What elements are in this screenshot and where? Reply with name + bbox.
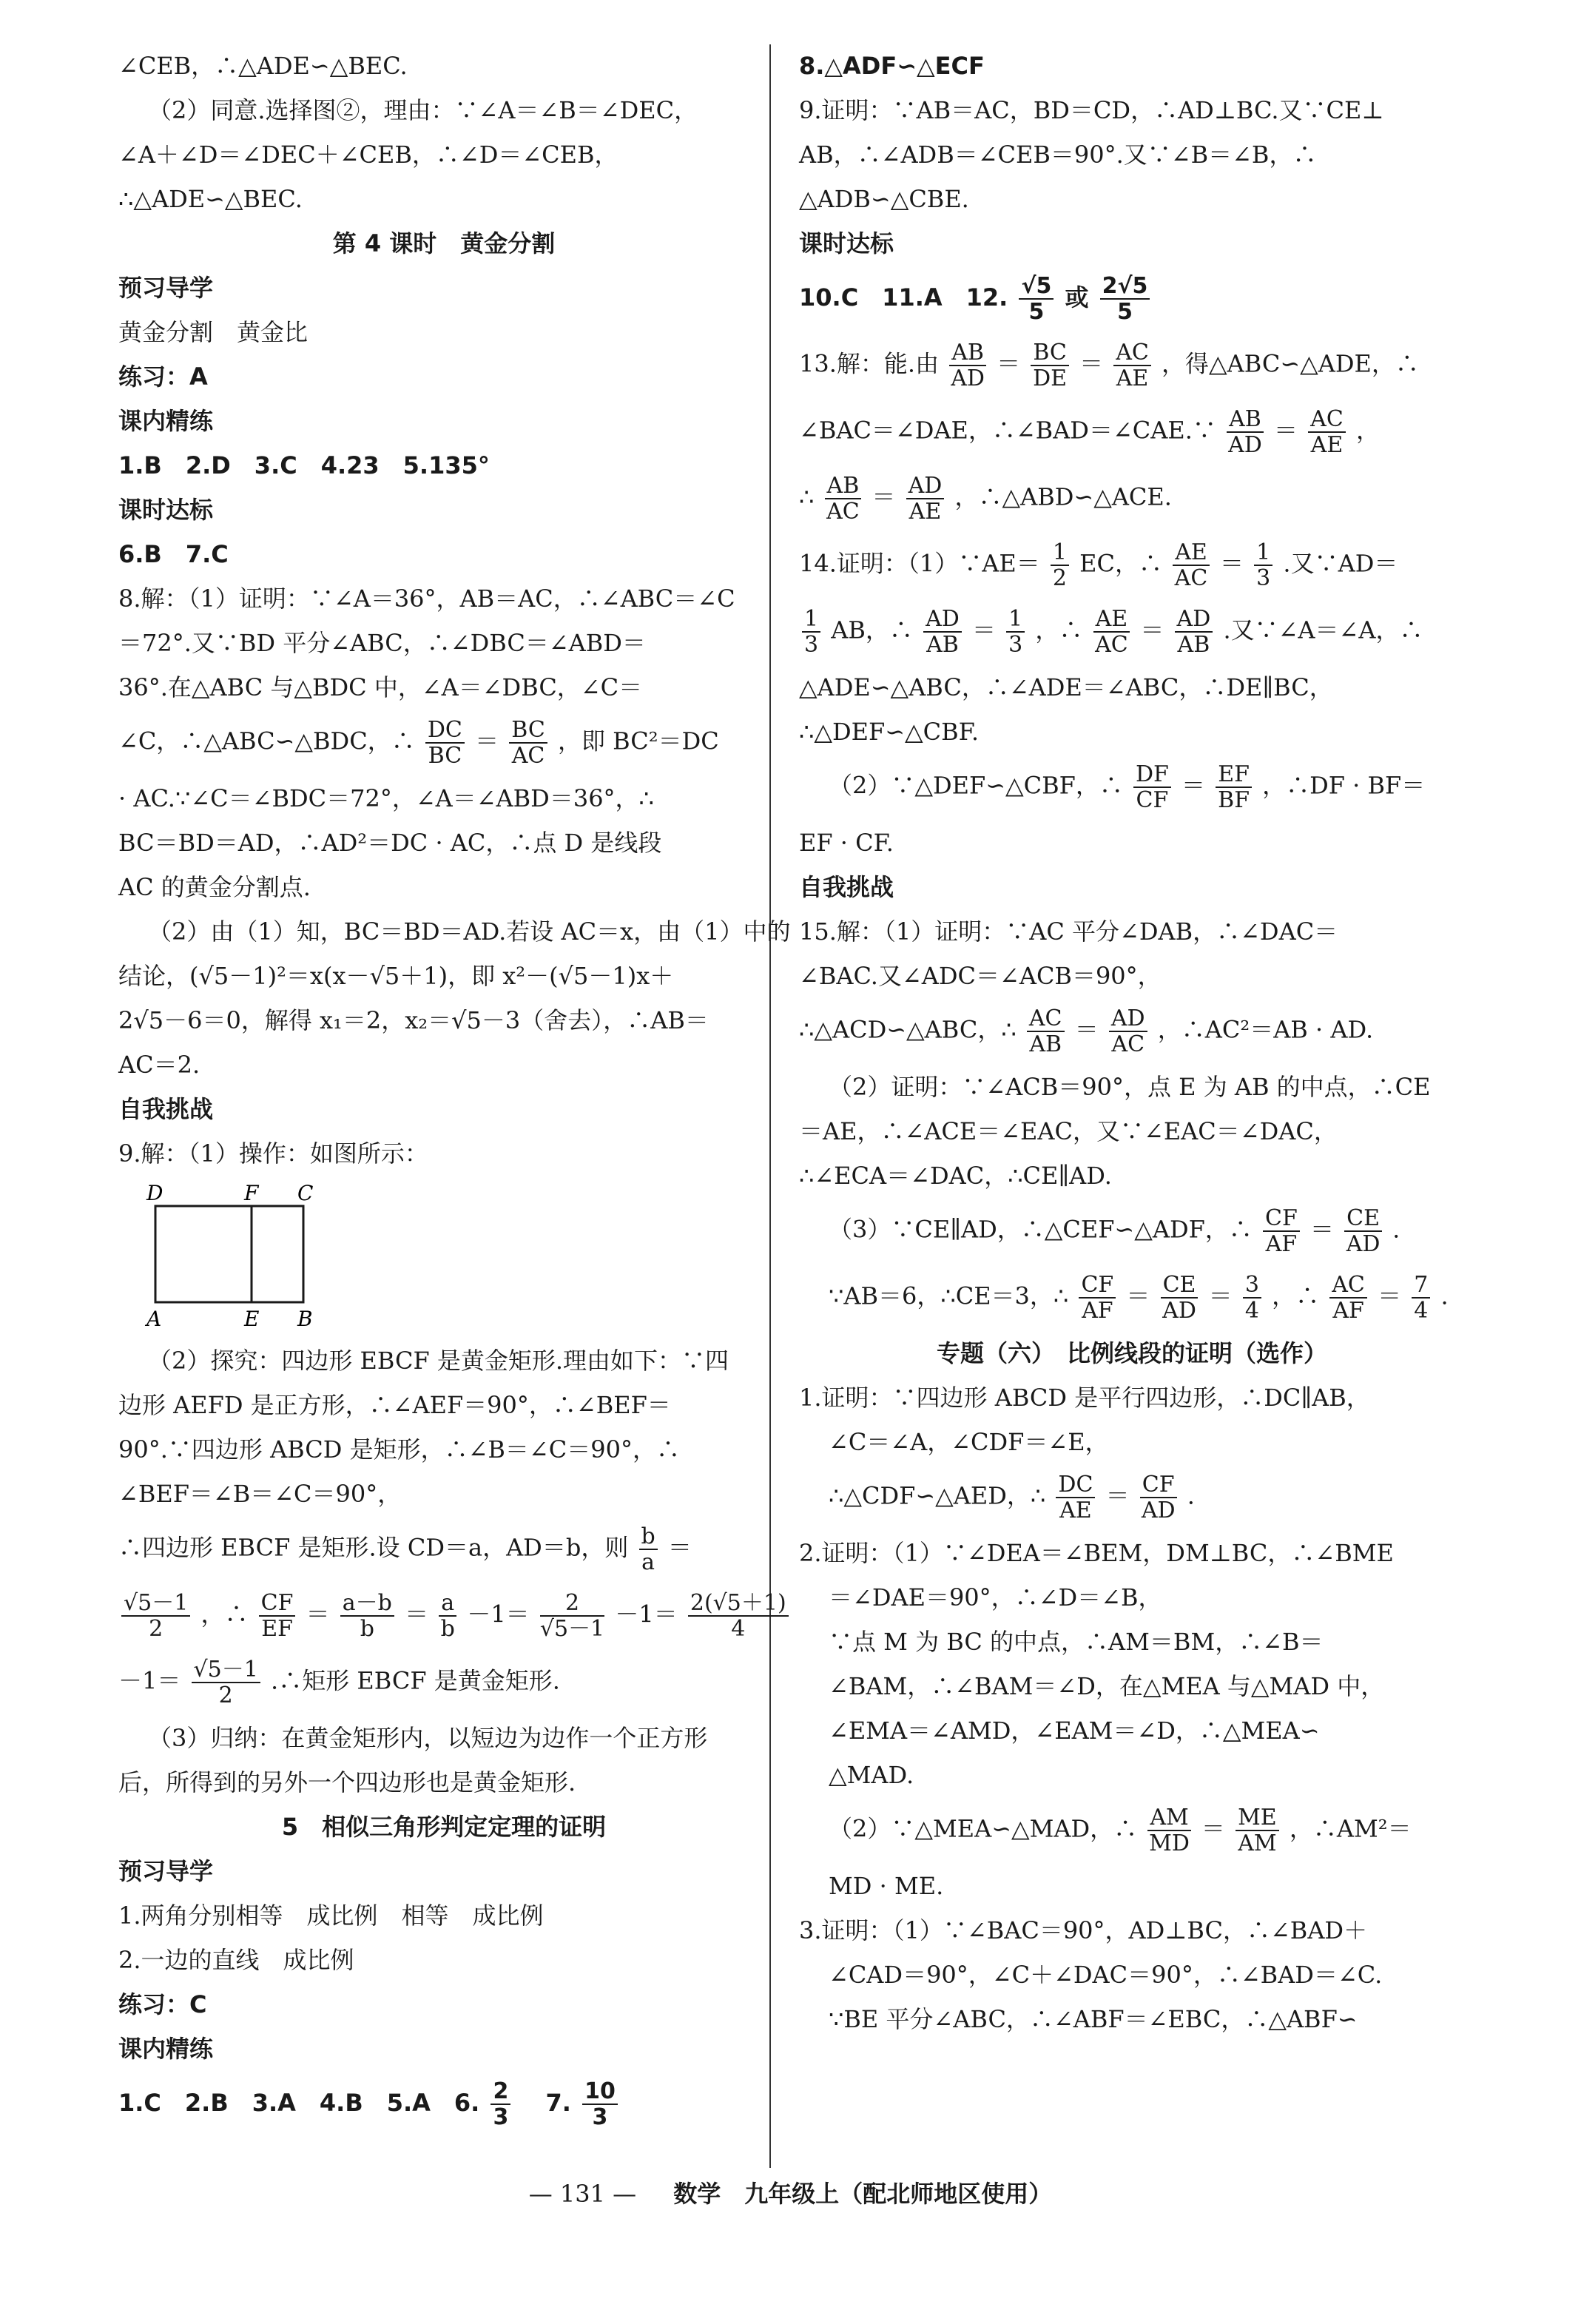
denominator: 3 [1256,565,1271,591]
text: －1＝ [615,1600,678,1629]
right-column [799,52,1465,2050]
text: ＝ [1140,616,1164,644]
numerator: 1 [1051,540,1069,566]
label-e: E [244,1307,260,1331]
text-line: 1.证明：∵四边形 ABCD 是平行四边形，∴DC∥AB， [799,1384,1370,1412]
denominator: 5 [1117,299,1133,325]
text-line: 9.证明：∵AB＝AC，BD＝CD，∴AD⊥BC.又∵CE⊥ [799,96,1384,124]
column-divider [769,44,771,2168]
denominator: 3 [804,632,819,658]
numerator: AB [949,340,986,366]
numerator: AD [1109,1006,1147,1032]
fraction [1031,340,1069,391]
text-line: （3）归纳：在黄金矩形内，以短边为边作一个正方形 [148,1724,708,1752]
numerator: CF [259,1591,296,1617]
fraction [1216,762,1252,812]
denominator: AD [951,366,985,391]
text-line [118,718,769,768]
numerator: DC [1056,1472,1095,1498]
fraction [1079,1273,1116,1323]
numerator: 1 [1254,540,1272,566]
denominator: AD [1162,1298,1196,1324]
text-line: ∴△ADE∽△BEC. [118,185,303,213]
text-line: 2√5－6＝0，解得 x₁＝2，x₂＝√5－3（舍去），∴AB＝ [118,1006,709,1034]
text: （2）∵△MEA∽△MAD，∴ [829,1814,1138,1843]
numerator: BC [509,718,547,744]
text: ，∴ [1272,1281,1320,1310]
text: ＝ [1201,1814,1225,1843]
text-line: △ADE∽△ABC，∴∠ADE＝∠ABC，∴DE∥BC， [799,673,1333,701]
denominator: 4 [1414,1298,1429,1324]
denominator: AF [1265,1231,1298,1257]
fraction [1412,1273,1430,1323]
text-line: 结论，(√5－1)²＝x(x－√5＋1)，即 x²－(√5－1)x＋ [118,962,674,990]
fraction [1051,540,1069,590]
denominator: AD [1346,1231,1381,1257]
fraction [340,1591,394,1641]
answer-line: 6.B 7.C [118,540,229,568]
numerator: AB [1227,407,1264,433]
text-line: ∠A＋∠D＝∠DEC＋∠CEB，∴∠D＝∠CEB， [118,141,618,169]
fraction [121,1591,190,1641]
text: ＝ [971,616,996,644]
fraction [582,2079,618,2129]
denominator: AB [1029,1031,1062,1057]
numerator: 1 [1006,607,1025,633]
text-line: 3.证明：（1）∵∠BAC＝90°，AD⊥BC，∴∠BAD＋ [799,1916,1368,1944]
text-line: （2）同意.选择图②，理由：∵∠A＝∠B＝∠DEC， [148,96,698,124]
denominator: 4 [1244,1298,1259,1324]
text-line: EF · CF. [799,829,894,857]
text-line [799,607,1465,657]
denominator: AC [826,499,860,525]
section-heading: 课时达标 [799,229,894,257]
text-line [118,1524,769,1574]
section-heading: 课时达标 [118,496,214,524]
text-line: ∠BAC.又∠ADC＝∠ACB＝90°， [799,962,1162,990]
text-line: 36°.在△ABC 与△BDC 中，∠A＝∠DBC，∠C＝ [118,673,643,701]
text-line: 2.证明：（1）∵∠DEA＝∠BEM，DM⊥BC，∴∠BME [799,1539,1394,1567]
text-line: ＝∠DAE＝90°，∴∠D＝∠B， [829,1583,1162,1611]
text-line: ∠BAM，∴∠BAM＝∠D，在△MEA 与△MAD 中， [829,1672,1385,1700]
fraction [1308,407,1346,457]
fraction [825,474,862,524]
numerator: 2(√5＋1) [688,1591,789,1617]
answer-line: 8.△ADF∽△ECF [799,52,985,80]
fraction [509,718,547,768]
text-line: AC＝2. [118,1051,200,1079]
denominator: CF [1136,787,1169,813]
denominator: 5 [1028,299,1045,325]
numerator: a [439,1591,456,1617]
fraction [1236,1805,1279,1856]
text: ∠C，∴△ABC∽△BDC，∴ [118,727,415,755]
text: ，∴△ABD∽△ACE. [954,482,1172,511]
numerator: EF [1216,762,1252,788]
text: 13.解：能.由 [799,349,940,378]
text-line [799,407,1465,457]
fraction [1254,540,1272,590]
text-line: （2）由（1）知，BC＝BD＝AD.若设 AC＝x，由（1）中的 [148,917,791,946]
denominator: 2 [218,1683,233,1708]
section-heading: 预习导学 [118,1857,214,1885]
fraction [1263,1206,1300,1256]
fraction [1027,1006,1065,1057]
fraction [192,1657,260,1708]
fraction [1133,762,1171,812]
numerator: AB [825,474,862,499]
text-line: BC＝BD＝AD，∴AD²＝DC · AC，∴点 D 是线段 [118,829,662,857]
numerator: CF [1140,1472,1177,1498]
fraction [540,1591,604,1641]
numerator: 1 [802,607,820,633]
text-line: 15.解：（1）证明：∵AC 平分∠DAB，∴∠DAC＝ [799,917,1338,946]
text-line [799,1273,1465,1323]
numerator: AC [1329,1273,1367,1299]
denominator: MD [1149,1830,1190,1856]
numerator: AM [1147,1805,1190,1831]
text-line: ∴△DEF∽△CBF. [799,718,979,746]
denominator: AB [1177,632,1210,658]
label-c: C [297,1184,314,1205]
numerator: b [639,1524,658,1550]
text: .又∵∠A＝∠A，∴ [1223,616,1423,644]
fraction [639,1524,658,1574]
text: ， [1355,416,1380,445]
fraction [1100,274,1150,324]
numerator: DC [425,718,465,744]
text: －1＝ [118,1666,181,1695]
text-line: ＝AE，∴∠ACE＝∠EAC，又∵∠EAC＝∠DAC， [799,1117,1338,1145]
denominator: AF [1332,1298,1364,1324]
text-line: ∠C＝∠A，∠CDF＝∠E， [829,1428,1109,1456]
text-line: 9.解：（1）操作：如图所示： [118,1139,428,1168]
section-heading: 练习：C [118,1990,207,2018]
numerator: AC [1308,407,1346,433]
text: ∠BAC＝∠DAE，∴∠BAD＝∠CAE.∵ [799,416,1216,445]
text: ∴△ACD∽△ABC，∴ [799,1015,1017,1044]
text-line: AB，∴∠ADB＝∠CEB＝90°.又∵∠B＝∠B，∴ [799,141,1317,169]
text: ，∴AM²＝ [1289,1814,1412,1843]
denominator: 3 [493,2104,509,2130]
text: 7. [522,2089,571,2117]
numerator: CE [1161,1273,1199,1299]
text-line: △ADB∽△CBE. [799,185,969,213]
text: . [1187,1481,1195,1510]
label-a: A [146,1307,162,1331]
lesson-heading: 第 4 课时 黄金分割 [332,229,556,257]
answer-line: 1.B 2.D 3.C 4.23 5.135° [118,451,490,479]
denominator: AC [1174,565,1208,591]
denominator: AC [1111,1031,1145,1057]
text: ＝ [1208,1281,1233,1310]
fraction [425,718,465,768]
text: ，即 BC²＝DC [557,727,719,755]
numerator: 2 [491,2079,510,2105]
text-line: 黄金分割 黄金比 [118,318,309,346]
fraction [1113,340,1151,391]
text-line: 8.解：（1）证明：∵∠A＝36°，AB＝AC，∴∠ABC＝∠C [118,585,735,613]
text-line: （2）证明：∵∠ACB＝90°，点 E 为 AB 的中点，∴CE [829,1073,1431,1101]
text: ＝ [997,349,1021,378]
text: ∴△CDF∽△AED，∴ [829,1481,1046,1510]
text: ＝ [405,1600,429,1629]
text: ＝ [1273,416,1298,445]
fraction [1161,1273,1199,1323]
text: ＝ [1079,349,1104,378]
text-line [118,1590,786,1642]
denominator: AD [1141,1498,1176,1523]
numerator: BC [1031,340,1069,366]
numerator: CF [1263,1206,1300,1232]
text-line [799,1472,1465,1523]
text-line: 2.一边的直线 成比例 [118,1946,354,1974]
text: ，∴ [1035,616,1083,644]
numerator: 3 [1243,1273,1261,1299]
fraction [949,340,986,391]
text-line: · AC.∵∠C＝∠BDC＝72°，∠A＝∠ABD＝36°，∴ [118,784,654,812]
label-b: B [297,1307,313,1331]
numerator: AC [1027,1006,1065,1032]
fraction [923,607,962,657]
denominator: a [641,1549,655,1575]
text: ，∴AC²＝AB · AD. [1157,1015,1374,1044]
rectangle-diagram [133,1184,326,1332]
denominator: 2 [1052,565,1067,591]
fraction [1173,540,1210,590]
left-column [118,52,791,2146]
text: ＝ [475,727,499,755]
fraction [802,607,820,657]
text: （3）∵CE∥AD，∴△CEF∽△ADF，∴ [829,1215,1253,1244]
section-heading: 预习导学 [118,274,214,302]
fraction [491,2079,510,2129]
lesson-heading: 5 相似三角形判定定理的证明 [281,1813,607,1841]
text: （2）∵△DEF∽△CBF，∴ [829,771,1123,800]
text-line: ∵BE 平分∠ABC，∴∠ABF＝∠EBC，∴△ABF∽ [829,2005,1358,2033]
fraction [1344,1206,1382,1256]
numerator: 2√5 [1100,274,1150,300]
text-line: 1.两角分别相等 成比例 相等 成比例 [118,1902,544,1930]
page-footer [0,2175,1581,2209]
denominator: AB [926,632,959,658]
text: ＝ [872,482,896,511]
denominator: AC [511,743,545,769]
numerator: CF [1079,1273,1116,1299]
fraction [1147,1805,1190,1856]
fraction [1006,607,1025,657]
section-heading: 自我挑战 [799,873,894,901]
text-line [799,1206,1465,1256]
denominator: AE [1310,432,1344,458]
fraction [1227,407,1264,457]
denominator: b [360,1616,374,1642]
rectangle-abcd [155,1206,303,1302]
denominator: 4 [731,1616,746,1642]
text-line [799,1006,1465,1057]
text: ，∴DF · BF＝ [1262,771,1426,800]
denominator: AC [1095,632,1128,658]
numerator: 2 [540,1591,604,1617]
numerator: √5 [1019,274,1054,300]
text: .又∵AD＝ [1283,549,1398,578]
numerator: √5－1 [192,1657,260,1683]
text-line: 后，所得到的另外一个四边形也是黄金矩形. [118,1768,576,1796]
denominator: BC [428,743,462,769]
denominator: BF [1218,787,1250,813]
text-line: ∠CEB，∴△ADE∽△BEC. [118,52,408,80]
denominator: AE [909,499,942,525]
text: ＝ [1181,771,1206,800]
text: EC，∴ [1079,549,1163,578]
text: －1＝ [467,1600,530,1629]
numerator: 10 [582,2079,618,2105]
denominator: AD [1228,432,1262,458]
fraction [1175,607,1213,657]
section-heading: 课内精练 [118,407,214,435]
fraction [439,1591,456,1641]
text-line: △MAD. [829,1761,914,1789]
text: ＝ [1074,1015,1099,1044]
text: ＝ [667,1533,692,1562]
page-number: — 131 — [528,2180,637,2208]
text-line: ∵点 M 为 BC 的中点，∴AM＝BM，∴∠B＝ [829,1628,1324,1656]
numerator: DF [1133,762,1171,788]
denominator: 3 [592,2104,608,2130]
numerator: AC [1113,340,1151,366]
text: ＝ [306,1600,330,1629]
text: ＝ [1126,1281,1150,1310]
fraction [1140,1472,1177,1523]
fraction [1019,274,1054,324]
answer-line [118,2079,769,2129]
fraction [688,1591,789,1641]
text: ＝ [1219,549,1244,578]
numerator: CE [1344,1206,1382,1232]
denominator: AF [1082,1298,1113,1324]
text: ＝ [1105,1481,1130,1510]
fraction [1056,1472,1095,1523]
text: ，得△ABC∽△ADE，∴ [1162,349,1419,378]
denominator: AM [1238,1830,1277,1856]
text-line [799,762,1465,812]
text: 10.C 11.A 12. [799,283,1008,311]
answer-line [799,274,1465,324]
text: ∴四边形 EBCF 是矩形.设 CD＝a，AD＝b，则 [118,1533,629,1562]
rectangle-figure [133,1184,326,1332]
text: . [1440,1281,1449,1310]
fraction [1109,1006,1147,1057]
book-subtitle: 数学 九年级上（配北师地区使用） [673,2180,1053,2208]
topic-heading: 专题（六） 比例线段的证明（选作） [936,1339,1327,1367]
numerator: ME [1236,1805,1279,1831]
text-line: AC 的黄金分割点. [118,873,311,901]
text-line: （2）探究：四边形 EBCF 是黄金矩形.理由如下：∵四 [148,1347,729,1375]
text: ，∴ [200,1600,249,1629]
text: ∴ [799,482,815,511]
text-line: ＝72°.又∵BD 平分∠ABC，∴∠DBC＝∠ABD＝ [118,629,646,657]
section-heading: 练习：A [118,363,208,391]
text: ＝ [1378,1281,1402,1310]
text-line [799,474,1465,524]
text-line [799,1805,1465,1856]
denominator: 2 [149,1616,164,1642]
text: AB，∴ [831,616,913,644]
text-line: ∴∠ECA＝∠DAC，∴CE∥AD. [799,1162,1112,1190]
fraction [259,1591,296,1641]
text-line [799,340,1465,391]
text: . [1392,1215,1400,1244]
text: 1.C 2.B 3.A 4.B 5.A 6. [118,2089,480,2117]
denominator: 3 [1008,632,1023,658]
fraction [1243,1273,1261,1323]
label-d: D [146,1184,164,1205]
section-heading: 自我挑战 [118,1095,214,1123]
numerator: 7 [1412,1273,1430,1299]
denominator: AE [1116,366,1149,391]
fraction [1329,1273,1367,1323]
text: 或 [1065,283,1089,311]
section-heading: 课内精练 [118,2035,214,2063]
numerator: AE [1173,540,1210,566]
label-f: F [244,1184,259,1205]
text-line: ∠CAD＝90°，∠C＋∠DAC＝90°，∴∠BAD＝∠C. [829,1961,1383,1989]
denominator: √5－1 [539,1616,605,1642]
text: ∵AB＝6，∴CE＝3，∴ [829,1281,1069,1310]
text: ＝ [1309,1215,1334,1244]
denominator: EF [261,1616,293,1642]
text-line: 90°.∵四边形 ABCD 是矩形，∴∠B＝∠C＝90°，∴ [118,1435,680,1464]
text: 14.证明：（1）∵AE＝ [799,549,1040,578]
text-line: 边形 AEFD 是正方形，∴∠AEF＝90°，∴∠BEF＝ [118,1391,671,1419]
text: .∴矩形 EBCF 是黄金矩形. [271,1666,560,1695]
denominator: DE [1033,366,1068,391]
numerator: AD [923,607,962,633]
text-line [799,540,1465,590]
numerator: AE [1093,607,1130,633]
numerator: AD [1175,607,1213,633]
numerator: a－b [340,1591,394,1617]
denominator: AE [1059,1498,1092,1523]
text-line: ∠BEF＝∠B＝∠C＝90°， [118,1480,402,1508]
numerator: AD [906,474,945,499]
text-line: ∠EMA＝∠AMD，∠EAM＝∠D，∴△MEA∽ [829,1717,1320,1745]
text-line [118,1657,769,1708]
fraction [906,474,945,524]
fraction [1093,607,1130,657]
denominator: b [440,1616,455,1642]
numerator: √5－1 [121,1591,190,1617]
text-line: MD · ME. [829,1872,944,1900]
